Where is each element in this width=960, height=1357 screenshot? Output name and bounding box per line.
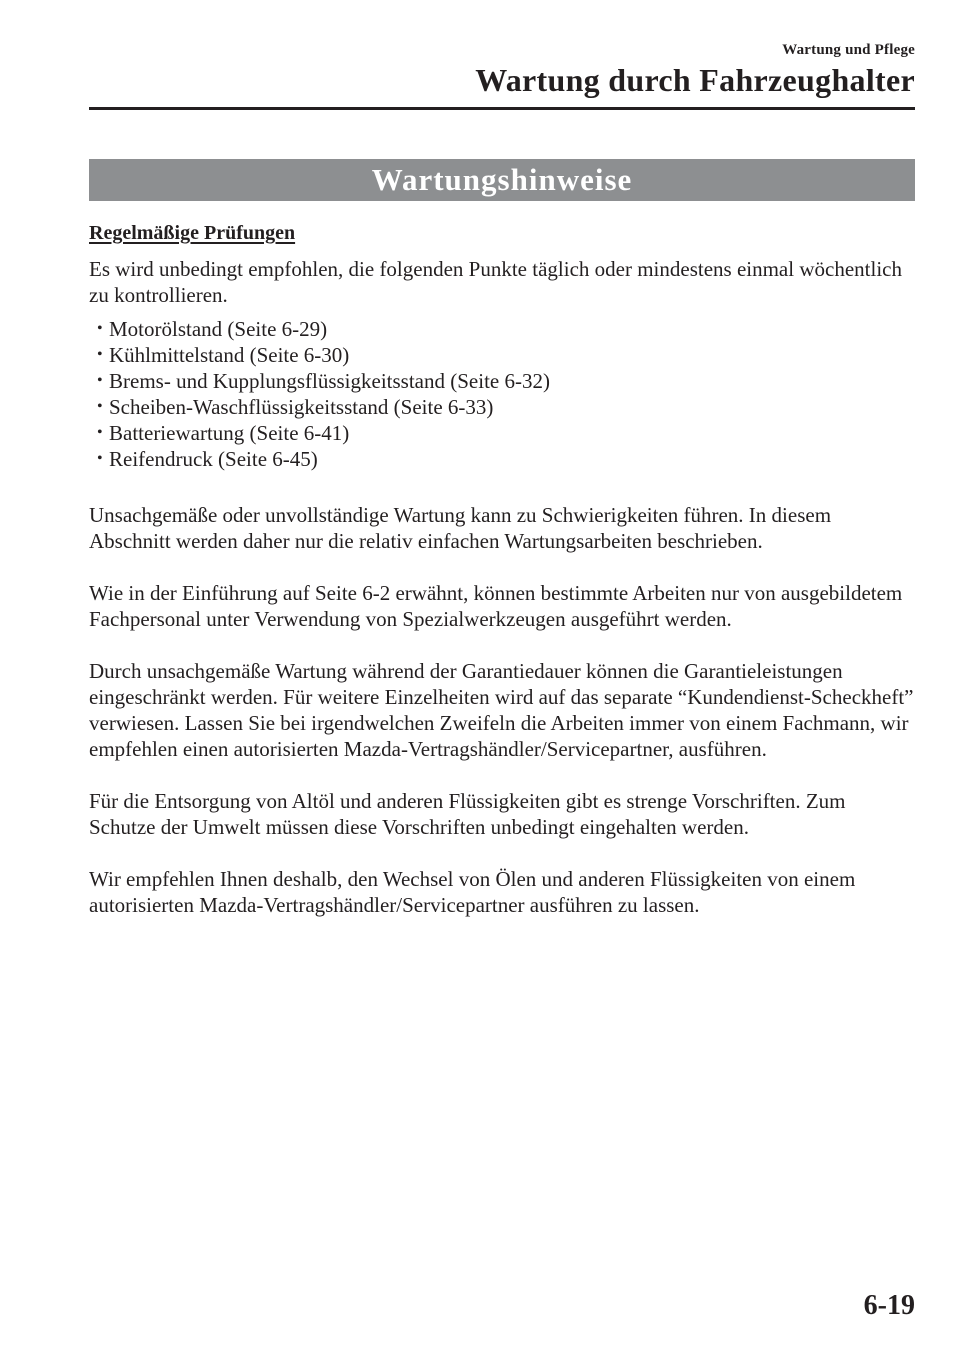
paragraph-disposal: Für die Entsorgung von Altöl und anderen Flüssigkeiten gibt es strenge Vorschriften. Zum Schutze der Umwelt müssen diese Vorschriften unbedingt eingehalten werden. — [89, 789, 846, 839]
list-item-text: Scheiben-Waschflüssigkeitsstand (Seite 6-33) — [109, 395, 494, 419]
list-item-text: Brems- und Kupplungsflüssigkeitsstand (Seite 6-32) — [109, 369, 550, 393]
bullet-icon: • — [97, 372, 103, 389]
chapter-title: Wartung und Pflege — [782, 42, 915, 58]
list-item-text: Kühlmittelstand (Seite 6-30) — [109, 343, 350, 367]
intro-paragraph: Es wird unbedingt empfohlen, die folgenden Punkte täglich oder mindestens einmal wöchentlich zu kontrollieren. — [89, 257, 902, 307]
list-item-text: Batteriewartung (Seite 6-41) — [109, 421, 350, 445]
paragraph-warranty: Durch unsachgemäße Wartung während der Garantiedauer können die Garantieleistungen eingeschränkt werden. Für weitere Einzelheiten wird auf das separate “Kundendienst-Scheckheft” verwiesen. Lassen Sie bei irgendwelchen Zweifeln die Arbeiten immer von einem Fachmann, wir empfehlen einen autorisierten Mazda-Vertragshändler/Servicepartner, ausführen. — [89, 659, 914, 761]
section-title-bar — [89, 159, 915, 201]
list-item — [89, 368, 915, 394]
bullet-icon: • — [97, 320, 103, 337]
bullet-icon: • — [97, 346, 103, 363]
bullet-icon: • — [97, 450, 103, 467]
header-divider — [89, 107, 915, 110]
list-item — [89, 420, 915, 446]
section-title: Wartungshinweise — [371, 162, 633, 197]
subheading: Regelmäßige Prüfungen — [89, 222, 296, 244]
bullet-icon: • — [97, 398, 103, 415]
section-header-title: Wartung durch Fahrzeughalter — [475, 62, 915, 98]
list-item — [89, 446, 915, 472]
list-item-text: Reifendruck (Seite 6-45) — [109, 447, 318, 471]
bullet-icon: • — [97, 424, 103, 441]
list-item-text: Motorölstand (Seite 6-29) — [109, 317, 328, 341]
list-item — [89, 342, 915, 368]
main-content — [89, 220, 915, 944]
paragraph-specialist-work: Wie in der Einführung auf Seite 6-2 erwähnt, können bestimmte Arbeiten nur von ausgebildetem Fachpersonal unter Verwendung von Spezialwerkzeugen ausgeführt werden. — [89, 581, 903, 631]
page-number: 6-19 — [863, 1290, 915, 1321]
paragraph-recommendation: Wir empfehlen Ihnen deshalb, den Wechsel von Ölen und anderen Flüssigkeiten von einem autorisierten Mazda-Vertragshändler/Servicepartner ausführen zu lassen. — [89, 867, 856, 917]
list-item — [89, 316, 915, 342]
list-item — [89, 394, 915, 420]
paragraph-maintenance-info: Unsachgemäße oder unvollständige Wartung kann zu Schwierigkeiten führen. In diesem Abschnitt werden daher nur die relativ einfachen Wartungsarbeiten beschrieben. — [89, 503, 832, 553]
check-list — [89, 316, 915, 472]
